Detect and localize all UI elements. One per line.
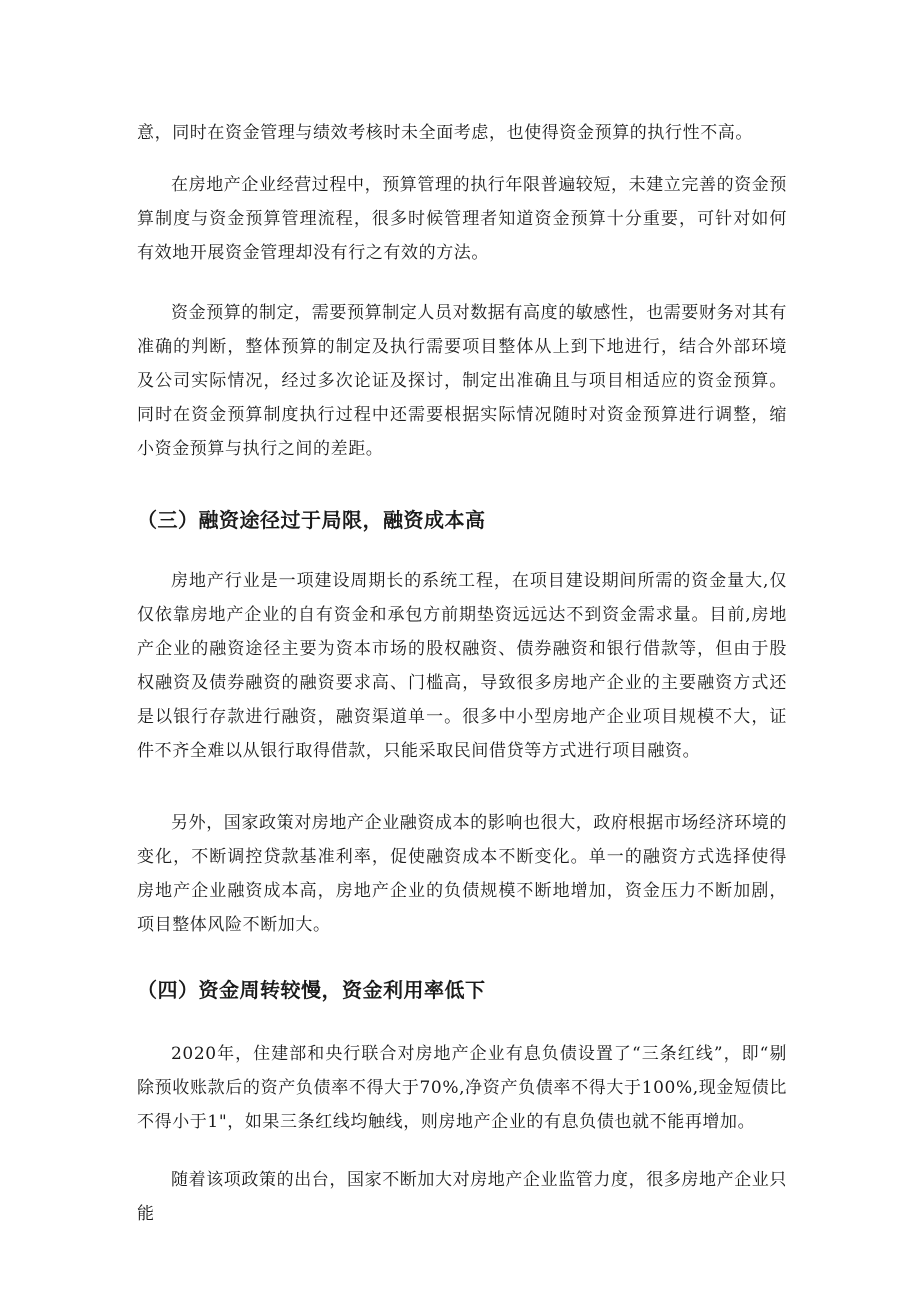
paragraph-budget-formulation: 资金预算的制定，需要预算制定人员对数据有高度的敏感性，也需要财务对其有准确的判断，整体预算的制定及执行需要项目整体从上到下地进行，结合外部环境及公司实际情况，经过多次论证及探讨，制定出准确且与项目相适应的资金预算。同时在资金预算制度执行过程中还需要根据实际情况随时对资金预算进行调整，缩小资金预算与执行之间的差距。: [137, 303, 787, 459]
paragraph-financing-channels: 房地产行业是一项建设周期长的系统工程，在项目建设期间所需的资金量大,仅仅依靠房地产企业的自有资金和承包方前期垫资远远达不到资金需求量。目前,房地产企业的融资途径主要为资本市场的股权融资、债券融资和银行借款等，但由于股权融资及债券融资的融资要求高、门槛高，导致很多房地产企业的主要融资方式还是以银行存款进行融资，融资渠道单一。很多中小型房地产企业项目规模不大，证件不齐全难以从银行取得借款，只能采取民间借贷等方式进行项目融资。: [137, 571, 787, 761]
paragraph-financing-cost: 另外，国家政策对房地产企业融资成本的影响也很大，政府根据市场经济环境的变化，不断调控贷款基准利率，促使融资成本不断变化。单一的融资方式选择使得房地产企业融资成本高，房地产企业的负债规模不断地增加，资金压力不断加剧，项目整体风险不断加大。: [137, 813, 787, 935]
paragraph-continuation: 意，同时在资金管理与绩效考核时未全面考虑，也使得资金预算的执行性不高。: [137, 123, 753, 143]
section-heading-capital-turnover: （四）资金周转较慢，资金利用率低下: [137, 978, 486, 1002]
section-heading-financing: （三）融资途径过于局限，融资成本高: [137, 508, 486, 532]
paragraph-policy-impact: 随着该项政策的出台，国家不断加大对房地产企业监管力度，很多房地产企业只能: [137, 1170, 787, 1224]
paragraph-three-red-lines: 2020年，住建部和央行联合对房地产企业有息负债设置了“三条红线”，即“剔除预收账款后的资产负债率不得大于70%,净资产负债率不得大于100%,现金短债比不得小于1"，如果三条红线均触线，则房地产企业的有息负债也就不能再增加。: [137, 1044, 787, 1132]
paragraph-budget-execution: 在房地产企业经营过程中，预算管理的执行年限普遍较短，未建立完善的资金预算制度与资金预算管理流程，很多时候管理者知道资金预算十分重要，可针对如何有效地开展资金管理却没有行之有效的方法。: [137, 175, 787, 263]
